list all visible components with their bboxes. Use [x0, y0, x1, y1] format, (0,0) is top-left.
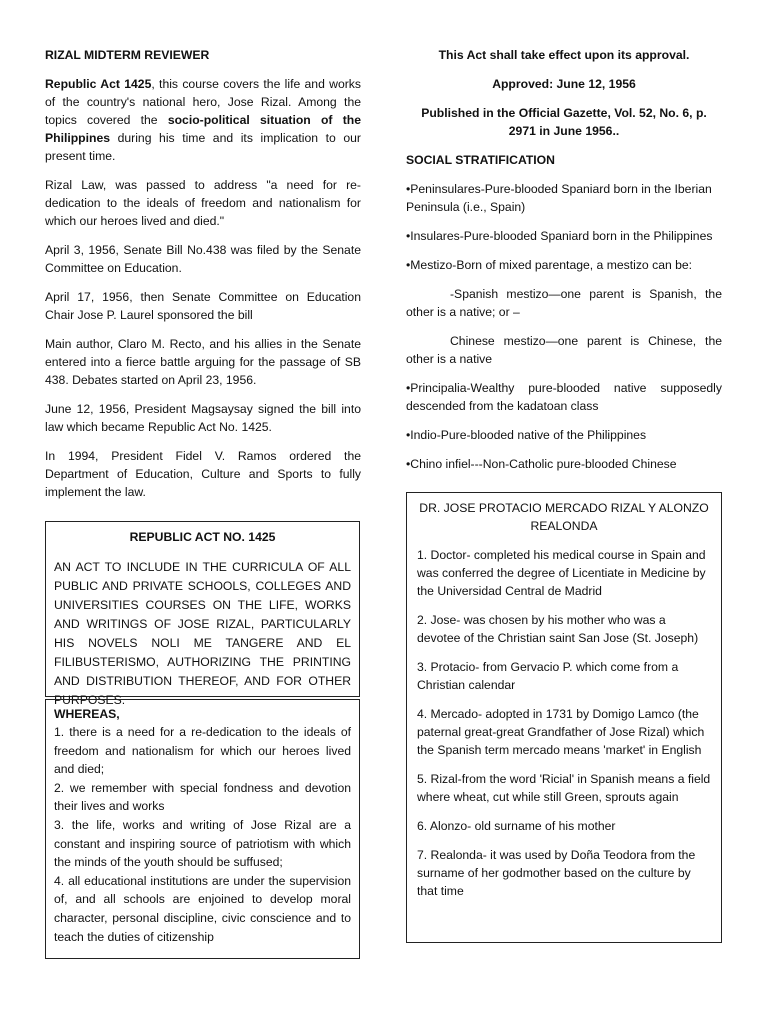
mestizo-type: -Spanish mestizo—one parent is Spanish, the other is a native; or – — [406, 287, 722, 319]
strata-item: •Peninsulares-Pure-blooded Spaniard born in the Iberian Peninsula (i.e., Spain) — [406, 182, 712, 214]
social-stratification-title: SOCIAL STRATIFICATION — [406, 153, 555, 167]
mestizo-type: Chinese mestizo—one parent is Chinese, the other is a native — [406, 334, 722, 366]
strata-item: •Mestizo-Born of mixed parentage, a mestizo can be: — [406, 258, 693, 272]
rizal-name-item: 3. Protacio- from Gervacio P. which come from a Christian calendar — [417, 660, 679, 692]
paragraph-1994: In 1994, President Fidel V. Ramos ordered the Department of Education, Culture and Sports to fully implement the law. — [45, 449, 361, 499]
intro-bold-socio: socio-political situation of the Philippines — [45, 113, 361, 145]
republic-act-box — [45, 521, 360, 707]
whereas-item: 4. all educational institutions are under the supervision of, and all schools are enjoined to develop moral character, personal discipline, civic conscience and to teach the duties of citizenship — [54, 873, 351, 944]
rizal-name-item: 6. Alonzo- old surname of his mother — [417, 819, 616, 833]
whereas-title: WHEREAS, — [54, 707, 120, 721]
paragraph-june-12: June 12, 1956, President Magsaysay signed the bill into law which became Republic Act No. 1425. — [45, 402, 361, 434]
intro-bold-ra: Republic Act 1425 — [45, 77, 152, 91]
paragraph-april-17: April 17, 1956, then Senate Committee on Education Chair Jose P. Laurel sponsored the bill — [45, 290, 361, 322]
intro-paragraph — [45, 75, 361, 165]
intro-text-1: , this course covers the life and works of the country's national hero, Jose Rizal. Among the topics covered the — [45, 77, 361, 127]
whereas-item: 2. we remember with special fondness and devotion their lives and works — [54, 780, 351, 814]
strata-item: •Chino infiel---Non-Catholic pure-blooded Chinese — [406, 457, 677, 471]
rizal-name-box — [406, 492, 722, 943]
right-column — [406, 46, 722, 484]
rizal-name-item: 1. Doctor- completed his medical course in Spain and was conferred the degree of Licentiate in Medicine by the Universidad Central de Madrid — [417, 548, 706, 598]
paragraph-recto: Main author, Claro M. Recto, and his allies in the Senate entered into a fierce battle arguing for the passage of SB 438. Debates started on April 23, 1956. — [45, 337, 361, 387]
left-column — [45, 46, 361, 512]
paragraph-rizal-law: Rizal Law, was passed to address "a need for re-dedication to the ideals of freedom and nationalism for which our heroes lived and died." — [45, 178, 361, 228]
paragraph-april-3: April 3, 1956, Senate Bill No.438 was filed by the Senate Committee on Education. — [45, 243, 361, 275]
strata-item: •Indio-Pure-blooded native of the Philippines — [406, 428, 647, 442]
whereas-item: 3. the life, works and writing of Jose Rizal are a constant and inspiring source of patriotism with which the minds of the youth should be suffused; — [54, 817, 351, 870]
rizal-box-title: DR. JOSE PROTACIO MERCADO RIZAL Y ALONZO REALONDA — [419, 501, 709, 533]
strata-item: •Principalia-Wealthy pure-blooded native supposedly descended from the kadatoan class — [406, 381, 722, 413]
strata-item: •Insulares-Pure-blooded Spaniard born in the Philippines — [406, 229, 713, 243]
rizal-name-item: 2. Jose- was chosen by his mother who was a devotee of the Christian saint San Jose (St. Joseph) — [417, 613, 699, 645]
ra-box-title: REPUBLIC ACT NO. 1425 — [129, 530, 276, 544]
intro-text-2: during his time and its implication to our present time. — [45, 131, 361, 163]
reviewer-title: RIZAL MIDTERM REVIEWER — [45, 48, 210, 62]
rizal-name-item: 5. Rizal-from the word 'Ricial' in Spanish means a field where wheat, cut while still Green, sprouts again — [417, 772, 711, 804]
rizal-name-item: 4. Mercado- adopted in 1731 by Domigo Lamco (the paternal great-great Grandfather of Jose Rizal) which the Spanish term mercado means 'market' in English — [417, 707, 705, 757]
effect-statement: This Act shall take effect upon its approval. — [438, 48, 690, 62]
rizal-name-item: 7. Realonda- it was used by Doña Teodora from the surname of her godmother based on the culture by that time — [417, 848, 696, 898]
whereas-item: 1. there is a need for a re-dedication to the ideals of freedom and nationalism for which our heroes lived and died; — [54, 725, 351, 777]
gazette-publication: Published in the Official Gazette, Vol. 52, No. 6, p. 2971 in June 1956.. — [421, 106, 707, 138]
ra-box-text: AN ACT TO INCLUDE IN THE CURRICULA OF ALL PUBLIC AND PRIVATE SCHOOLS, COLLEGES AND UNIVERSITIES COURSES ON THE LIFE, WORKS AND WRITINGS OF JOSE RIZAL, PARTICULARLY HIS NOVELS NOLI ME TANGERE AND EL FILIBUSTERISMO, AUTHORIZING THE PRINTING AND DISTRIBUTION THEREOF, AND FOR OTHER PURPOSES. — [54, 560, 351, 707]
approved-date: Approved: June 12, 1956 — [492, 77, 636, 91]
whereas-box — [45, 699, 360, 959]
